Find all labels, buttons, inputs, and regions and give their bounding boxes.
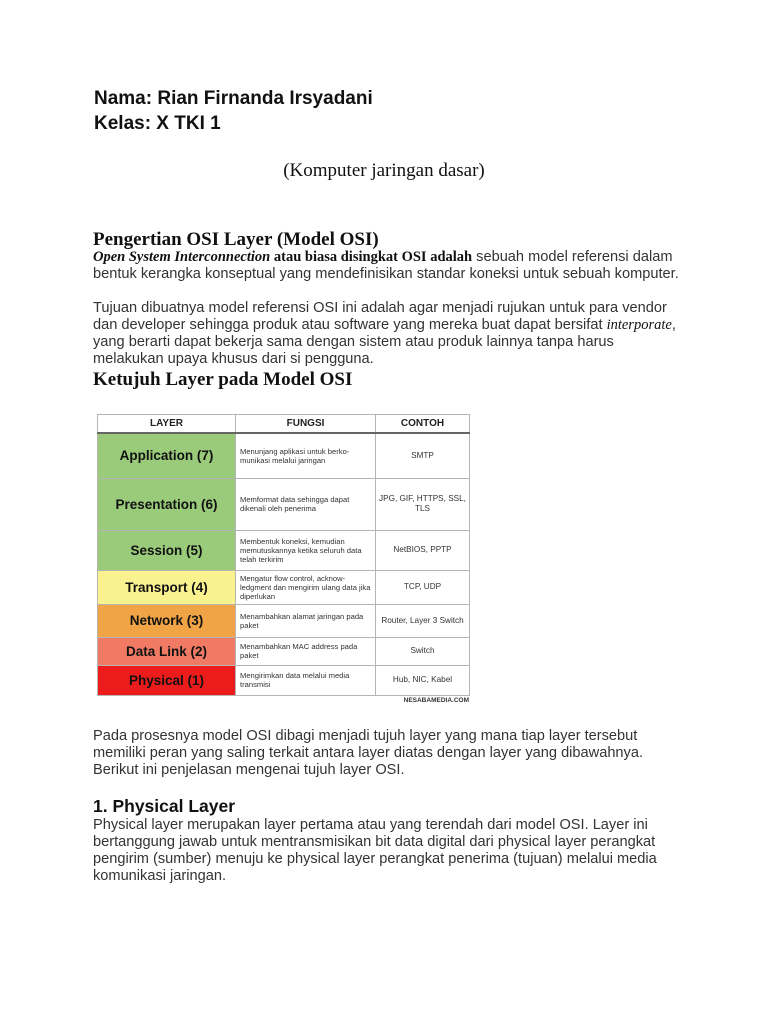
table-row — [98, 637, 470, 665]
student-class: Kelas: X TKI 1 — [94, 113, 221, 134]
table-row — [98, 478, 470, 530]
osi-purpose-text-end: , yang berarti dapat bekerja sama dengan sistem atau produk lainnya tanpa harus melakukan upaya khusus dari si pengguna. — [93, 317, 676, 367]
layer-data-link: Data Link (2) — [98, 637, 236, 665]
table-row — [98, 665, 470, 695]
layers-heading: Ketujuh Layer pada Model OSI — [93, 369, 353, 390]
osi-definition-heading: Pengertian OSI Layer (Model OSI) — [93, 229, 379, 250]
fungsi-data-link: Menambahkan MAC address pada paket — [236, 637, 376, 665]
physical-layer-paragraph: Physical layer merupakan layer pertama atau yang terendah dari model OSI. Layer ini bertanggung jawab untuk mentransmisikan bit data digital dari physical layer perangkat pengirim (sumber) menuju ke physical layer perangkat penerima (tujuan) melalui media komunikasi jaringan. — [93, 817, 657, 884]
osi-purpose-paragraph — [93, 300, 683, 368]
fungsi-physical: Mengirimkan data melalui media transmisi — [236, 665, 376, 695]
contoh-transport: TCP, UDP — [376, 570, 470, 604]
osi-purpose-text-start: Tujuan dibuatnya model referensi OSI ini adalah agar menjadi rujukan untuk para vendor dan developer sehingga produk atau software yang mereka buat dapat bersifat — [93, 300, 667, 333]
fungsi-application: Menunjang aplikasi untuk berko-munikasi melalui jaringan — [236, 433, 376, 478]
osi-layer-table — [97, 414, 469, 704]
intro-paragraph: Pada prosesnya model OSI dibagi menjadi tujuh layer yang mana tiap layer tersebut memiliki peran yang saling terkait antara layer diatas dengan layer yang dibawahnya. Berikut ini penjelasan mengenai tujuh layer OSI. — [93, 728, 644, 778]
layer-transport: Transport (4) — [98, 570, 236, 604]
subject-title: (Komputer jaringan dasar) — [283, 160, 485, 181]
contoh-session: NetBIOS, PPTP — [376, 530, 470, 570]
table-row — [98, 530, 470, 570]
layer-physical: Physical (1) — [98, 665, 236, 695]
layer-presentation: Presentation (6) — [98, 478, 236, 530]
layer-network: Network (3) — [98, 604, 236, 637]
contoh-network: Router, Layer 3 Switch — [376, 604, 470, 637]
contoh-physical: Hub, NIC, Kabel — [376, 665, 470, 695]
physical-layer-heading: 1. Physical Layer — [93, 796, 236, 816]
osi-definition-paragraph — [93, 249, 683, 283]
layer-session: Session (5) — [98, 530, 236, 570]
fungsi-presentation: Memformat data sehingga dapat dikenali oleh penerima — [236, 478, 376, 530]
osi-abbrev-text: atau biasa disingkat OSI adalah — [270, 249, 473, 265]
table-row — [98, 604, 470, 637]
layer-application: Application (7) — [98, 433, 236, 478]
header-fungsi: FUNGSI — [236, 415, 376, 434]
fungsi-session: Membentuk koneksi, kemudian memutuskannya ketika seluruh data telah terkirim — [236, 530, 376, 570]
contoh-presentation: JPG, GIF, HTTPS, SSL, TLS — [376, 478, 470, 530]
fungsi-transport: Mengatur flow control, acknow-ledgment dan mengirim ulang data jika diperlukan — [236, 570, 376, 604]
contoh-application: SMTP — [376, 433, 470, 478]
contoh-data-link: Switch — [376, 637, 470, 665]
header-contoh: CONTOH — [376, 415, 470, 434]
table-credit: NESABAMEDIA.COM — [403, 697, 469, 704]
osi-purpose-italic: interporate — [606, 317, 672, 333]
osi-full-name: Open System Interconnection — [93, 249, 271, 265]
student-name: Nama: Rian Firnanda Irsyadani — [94, 88, 373, 109]
table-row — [98, 433, 470, 478]
fungsi-network: Menambahkan alamat jaringan pada paket — [236, 604, 376, 637]
header-layer: LAYER — [98, 415, 236, 434]
osi-definition-text: sebuah model referensi dalam bentuk kerangka konseptual yang mendefinisikan standar koneksi untuk sebuah komputer. — [93, 249, 679, 282]
table-row — [98, 570, 470, 604]
